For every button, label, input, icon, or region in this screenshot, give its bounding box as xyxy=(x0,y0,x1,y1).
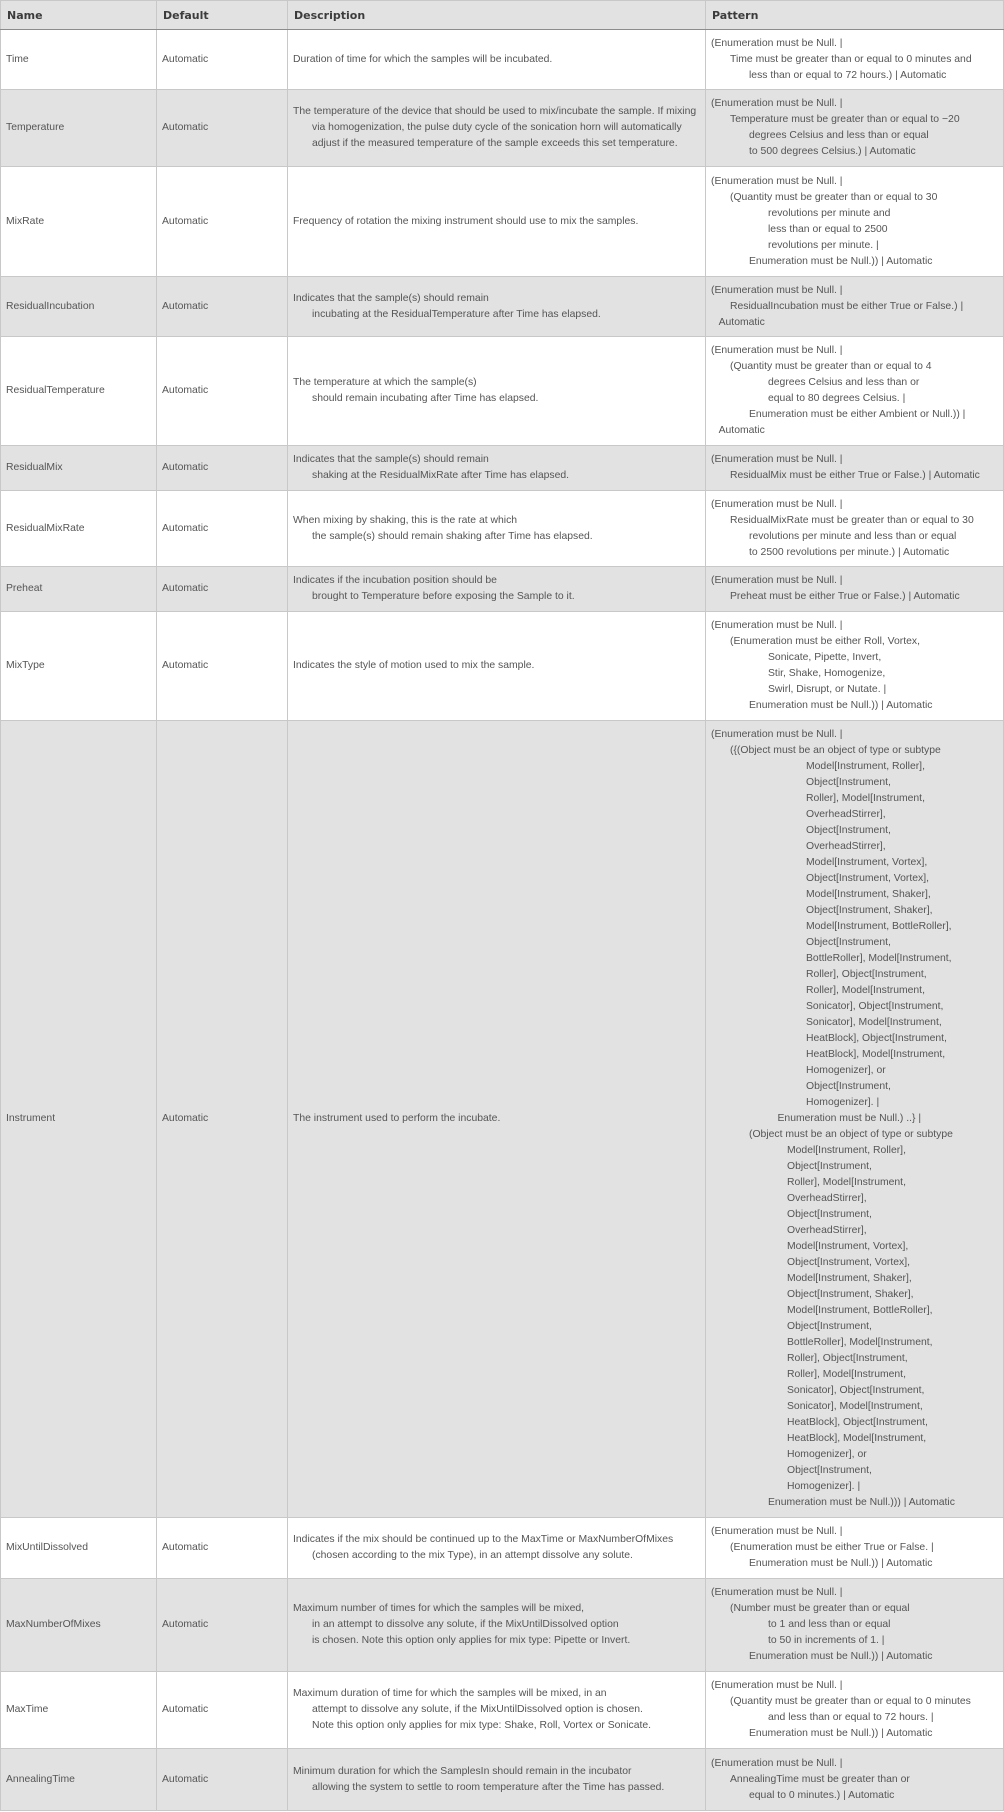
pattern-line: HeatBlock], Object[Instrument, xyxy=(806,1033,947,1044)
pattern-line: Model[Instrument, Roller], xyxy=(787,1145,906,1156)
option-pattern xyxy=(706,167,1004,277)
option-name: Time xyxy=(1,30,157,90)
option-name: MixUntilDissolved xyxy=(1,1518,157,1579)
pattern-line: (Quantity must be greater than or equal to 30 xyxy=(730,191,938,203)
pattern-line: Homogenizer]. | xyxy=(787,1481,861,1492)
option-description xyxy=(288,90,706,167)
pattern-line: (Enumeration must be Null. | xyxy=(711,729,843,740)
pattern-line: (Enumeration must be Null. | xyxy=(711,498,843,510)
option-description xyxy=(288,721,706,1518)
option-description xyxy=(288,30,706,90)
option-description xyxy=(288,277,706,337)
table-row xyxy=(1,1518,1004,1579)
option-pattern xyxy=(706,337,1004,446)
pattern-line: Sonicate, Pipette, Invert, xyxy=(768,652,882,663)
pattern-line: (Enumeration must be Null. | xyxy=(711,1757,843,1769)
pattern-line: Model[Instrument, Vortex], xyxy=(806,857,928,868)
pattern-line: (Enumeration must be either Roll, Vortex, xyxy=(730,636,921,647)
pattern-line: OverheadStirrer], xyxy=(787,1193,867,1204)
pattern-line: Time must be greater than or equal to 0 minutes and xyxy=(730,53,972,65)
option-default: Automatic xyxy=(157,446,288,491)
pattern-line: revolutions per minute and less than or equal xyxy=(749,530,957,542)
pattern-line: Object[Instrument, Shaker], xyxy=(806,905,933,916)
pattern-line: HeatBlock], Object[Instrument, xyxy=(787,1417,928,1428)
option-name: Preheat xyxy=(1,567,157,612)
option-default: Automatic xyxy=(157,491,288,567)
description-line: Minimum duration for which the SamplesIn should remain in the incubator xyxy=(293,1765,632,1777)
header-default: Default xyxy=(157,1,288,30)
option-pattern xyxy=(706,30,1004,90)
table-row xyxy=(1,1672,1004,1749)
pattern-line: Model[Instrument, Vortex], xyxy=(787,1241,909,1252)
option-pattern xyxy=(706,612,1004,721)
pattern-line: Roller], Model[Instrument, xyxy=(806,793,925,804)
pattern-line: Object[Instrument, Vortex], xyxy=(806,873,930,884)
table-row xyxy=(1,167,1004,277)
option-name: ResidualMixRate xyxy=(1,491,157,567)
table-row xyxy=(1,491,1004,567)
pattern-line: Object[Instrument, xyxy=(787,1161,872,1172)
description-line: Maximum duration of time for which the samples will be mixed, in an xyxy=(293,1688,607,1699)
pattern-line: (Enumeration must be Null. | xyxy=(711,284,843,296)
option-pattern xyxy=(706,446,1004,491)
pattern-line: Model[Instrument, Shaker], xyxy=(806,889,931,900)
option-pattern xyxy=(706,721,1004,1518)
option-description xyxy=(288,1518,706,1579)
description-line: adjust if the measured temperature of the sample exceeds this set temperature. xyxy=(312,138,678,149)
description-line: incubating at the ResidualTemperature after Time has elapsed. xyxy=(312,308,601,320)
pattern-line: Object[Instrument, Shaker], xyxy=(787,1289,914,1300)
pattern-line: Model[Instrument, Shaker], xyxy=(787,1273,912,1284)
option-default: Automatic xyxy=(157,1579,288,1672)
description-line: The temperature at which the sample(s) xyxy=(293,377,477,388)
table-header-row xyxy=(1,1,1004,30)
description-line: via homogenization, the pulse duty cycle of the sonication horn will automatically xyxy=(312,122,682,133)
table-row xyxy=(1,277,1004,337)
header-pattern: Pattern xyxy=(706,1,1004,30)
option-default: Automatic xyxy=(157,1749,288,1811)
description-line: Note this option only applies for mix type: Shake, Roll, Vortex or Sonicate. xyxy=(312,1720,652,1731)
option-default: Automatic xyxy=(157,1672,288,1749)
description-line: Indicates if the incubation position should be xyxy=(293,575,497,586)
pattern-line: (Enumeration must be Null. | xyxy=(711,37,843,49)
option-default: Automatic xyxy=(157,721,288,1518)
option-default: Automatic xyxy=(157,337,288,446)
option-name: AnnealingTime xyxy=(1,1749,157,1811)
option-pattern xyxy=(706,90,1004,167)
pattern-line: Homogenizer]. | xyxy=(806,1097,880,1108)
description-line: Indicates if the mix should be continued up to the MaxTime or MaxNumberOfMixes xyxy=(293,1534,674,1545)
pattern-line: revolutions per minute and xyxy=(768,207,891,219)
pattern-line: HeatBlock], Model[Instrument, xyxy=(806,1049,946,1060)
table-body xyxy=(1,30,1004,1811)
table-row xyxy=(1,612,1004,721)
pattern-line: less than or equal to 72 hours.) | Automatic xyxy=(749,69,947,81)
pattern-line: Stir, Shake, Homogenize, xyxy=(768,668,886,679)
pattern-line: (Enumeration must be Null. | xyxy=(711,1526,843,1537)
option-description xyxy=(288,1672,706,1749)
option-name: ResidualTemperature xyxy=(1,337,157,446)
pattern-line: degrees Celsius and less than or equal xyxy=(749,130,929,141)
pattern-line: to 2500 revolutions per minute.) | Automatic xyxy=(749,546,950,558)
pattern-line: and less than or equal to 72 hours. | xyxy=(768,1712,934,1723)
option-default: Automatic xyxy=(157,1518,288,1579)
pattern-line: Object[Instrument, xyxy=(806,825,891,836)
pattern-line: Object[Instrument, xyxy=(787,1465,872,1476)
description-line: Indicates that the sample(s) should remain xyxy=(293,292,489,304)
pattern-line: Enumeration must be Null.)) | Automatic xyxy=(749,1651,933,1662)
option-name: Temperature xyxy=(1,90,157,167)
pattern-line: Enumeration must be Null.)) | Automatic xyxy=(749,1728,933,1739)
description-line: shaking at the ResidualMixRate after Time has elapsed. xyxy=(312,470,570,481)
option-default: Automatic xyxy=(157,30,288,90)
pattern-line: Preheat must be either True or False.) | Automatic xyxy=(730,591,960,602)
pattern-line: OverheadStirrer], xyxy=(806,809,886,820)
option-default: Automatic xyxy=(157,90,288,167)
option-name: MaxTime xyxy=(1,1672,157,1749)
pattern-line: Model[Instrument, BottleRoller], xyxy=(806,921,952,932)
description-line: The instrument used to perform the incubate. xyxy=(293,1113,501,1124)
description-line: Maximum number of times for which the samples will be mixed, xyxy=(293,1603,585,1614)
pattern-line: Enumeration must be Null.)) | Automatic xyxy=(749,700,933,711)
table-row xyxy=(1,90,1004,167)
description-line: is chosen. Note this option only applies for mix type: Pipette or Invert. xyxy=(312,1635,631,1646)
option-name: ResidualIncubation xyxy=(1,277,157,337)
pattern-line: (Enumeration must be Null. | xyxy=(711,1680,843,1691)
description-line: attempt to dissolve any solute, if the MixUntilDissolved option is chosen. xyxy=(312,1704,643,1715)
pattern-line: to 500 degrees Celsius.) | Automatic xyxy=(749,146,916,157)
description-line: Frequency of rotation the mixing instrument should use to mix the samples. xyxy=(293,215,639,227)
option-pattern xyxy=(706,1518,1004,1579)
option-name: ResidualMix xyxy=(1,446,157,491)
option-description xyxy=(288,446,706,491)
pattern-line: (Number must be greater than or equal xyxy=(730,1603,910,1614)
pattern-line: (Enumeration must be Null. | xyxy=(711,345,843,356)
pattern-line: Homogenizer], or xyxy=(806,1065,886,1076)
option-description xyxy=(288,1579,706,1672)
pattern-line: Enumeration must be Null.)) | Automatic xyxy=(749,1558,933,1569)
option-description xyxy=(288,337,706,446)
description-line: Indicates the style of motion used to mix the sample. xyxy=(293,660,535,671)
option-description xyxy=(288,491,706,567)
pattern-line: Sonicator], Object[Instrument, xyxy=(806,1001,944,1012)
pattern-line: (Object must be an object of type or subtype xyxy=(749,1129,953,1140)
pattern-line: Homogenizer], or xyxy=(787,1449,867,1460)
pattern-line: Roller], Model[Instrument, xyxy=(787,1369,906,1380)
header-description: Description xyxy=(288,1,706,30)
pattern-line: Object[Instrument, xyxy=(806,1081,891,1092)
pattern-line: (Quantity must be greater than or equal to 0 minutes xyxy=(730,1696,971,1707)
pattern-line: ResidualIncubation must be either True or False.) | xyxy=(730,300,964,312)
pattern-line: Swirl, Disrupt, or Nutate. | xyxy=(768,684,887,695)
pattern-line: OverheadStirrer], xyxy=(787,1225,867,1236)
option-description xyxy=(288,167,706,277)
description-line: brought to Temperature before exposing the Sample to it. xyxy=(312,591,575,602)
description-line: the sample(s) should remain shaking after Time has elapsed. xyxy=(312,530,593,542)
pattern-line: less than or equal to 2500 xyxy=(768,223,888,235)
description-line: in an attempt to dissolve any solute, if the MixUntilDissolved option xyxy=(312,1619,619,1630)
pattern-line: ResidualMixRate must be greater than or equal to 30 xyxy=(730,514,974,526)
pattern-line: equal to 80 degrees Celsius. | xyxy=(768,393,906,404)
option-default: Automatic xyxy=(157,277,288,337)
description-line: When mixing by shaking, this is the rate at which xyxy=(293,514,518,526)
pattern-line: Roller], Object[Instrument, xyxy=(787,1353,908,1364)
pattern-line: Model[Instrument, Roller], xyxy=(806,761,925,772)
table-row xyxy=(1,446,1004,491)
pattern-line: BottleRoller], Model[Instrument, xyxy=(806,953,952,964)
pattern-line: Object[Instrument, xyxy=(806,777,891,788)
pattern-line: (Enumeration must be Null. | xyxy=(711,575,843,586)
pattern-line: Sonicator], Model[Instrument, xyxy=(806,1017,942,1028)
pattern-line: Object[Instrument, Vortex], xyxy=(787,1257,911,1268)
pattern-line: Roller], Model[Instrument, xyxy=(787,1177,906,1188)
option-name: MixType xyxy=(1,612,157,721)
pattern-line: (Enumeration must be Null. | xyxy=(711,98,843,109)
header-name: Name xyxy=(1,1,157,30)
pattern-line: Model[Instrument, BottleRoller], xyxy=(787,1305,933,1316)
description-line: (chosen according to the mix Type), in an attempt dissolve any solute. xyxy=(312,1550,633,1561)
option-pattern xyxy=(706,1749,1004,1811)
pattern-line: degrees Celsius and less than or xyxy=(768,377,920,388)
pattern-line: Automatic xyxy=(718,425,765,436)
option-name: MaxNumberOfMixes xyxy=(1,1579,157,1672)
pattern-line: BottleRoller], Model[Instrument, xyxy=(787,1337,933,1348)
pattern-line: (Quantity must be greater than or equal to 4 xyxy=(730,361,932,372)
pattern-line: equal to 0 minutes.) | Automatic xyxy=(749,1789,895,1801)
option-default: Automatic xyxy=(157,612,288,721)
pattern-line: Roller], Object[Instrument, xyxy=(806,969,927,980)
option-pattern xyxy=(706,1672,1004,1749)
pattern-line: AnnealingTime must be greater than or xyxy=(730,1773,910,1785)
option-name: MixRate xyxy=(1,167,157,277)
pattern-line: HeatBlock], Model[Instrument, xyxy=(787,1433,927,1444)
option-pattern xyxy=(706,1579,1004,1672)
table-row xyxy=(1,1579,1004,1672)
pattern-line: Automatic xyxy=(718,316,765,328)
option-pattern xyxy=(706,277,1004,337)
table-row xyxy=(1,567,1004,612)
table-row xyxy=(1,721,1004,1518)
pattern-line: ResidualMix must be either True or False.) | Automatic xyxy=(730,470,980,481)
pattern-line: (Enumeration must be either True or False. | xyxy=(730,1542,934,1553)
option-default: Automatic xyxy=(157,167,288,277)
option-default: Automatic xyxy=(157,567,288,612)
table-row xyxy=(1,30,1004,90)
option-description xyxy=(288,612,706,721)
description-line: allowing the system to settle to room temperature after the Time has passed. xyxy=(312,1781,665,1793)
pattern-line: revolutions per minute. | xyxy=(768,239,879,251)
pattern-line: Object[Instrument, xyxy=(787,1321,872,1332)
option-pattern xyxy=(706,491,1004,567)
pattern-line: Sonicator], Object[Instrument, xyxy=(787,1385,925,1396)
description-line: Duration of time for which the samples will be incubated. xyxy=(293,53,553,65)
pattern-line: to 50 in increments of 1. | xyxy=(768,1635,885,1646)
pattern-line: Object[Instrument, xyxy=(787,1209,872,1220)
pattern-line: Enumeration must be either Ambient or Null.)) | xyxy=(749,409,966,420)
description-line: should remain incubating after Time has elapsed. xyxy=(312,393,539,404)
pattern-line: Sonicator], Model[Instrument, xyxy=(787,1401,923,1412)
option-description xyxy=(288,1749,706,1811)
pattern-line: Enumeration must be Null.))) | Automatic xyxy=(768,1497,955,1508)
pattern-line: ({(Object must be an object of type or subtype xyxy=(730,745,941,756)
pattern-line: (Enumeration must be Null. | xyxy=(711,175,843,187)
description-line: The temperature of the device that should be used to mix/incubate the sample. If mixing xyxy=(293,106,697,117)
pattern-line: (Enumeration must be Null. | xyxy=(711,620,843,631)
pattern-line: to 1 and less than or equal xyxy=(768,1619,891,1630)
pattern-line: Temperature must be greater than or equal to −20 xyxy=(730,114,960,125)
table-row xyxy=(1,337,1004,446)
pattern-line: Enumeration must be Null.) ..} | xyxy=(777,1113,922,1124)
pattern-line: OverheadStirrer], xyxy=(806,841,886,852)
pattern-line: (Enumeration must be Null. | xyxy=(711,1587,843,1598)
option-pattern xyxy=(706,567,1004,612)
pattern-line: Enumeration must be Null.)) | Automatic xyxy=(749,255,933,267)
pattern-line: Object[Instrument, xyxy=(806,937,891,948)
pattern-line: (Enumeration must be Null. | xyxy=(711,454,843,465)
option-description xyxy=(288,567,706,612)
option-name: Instrument xyxy=(1,721,157,1518)
description-line: Indicates that the sample(s) should remain xyxy=(293,454,489,465)
pattern-line: Roller], Model[Instrument, xyxy=(806,985,925,996)
table-row xyxy=(1,1749,1004,1811)
